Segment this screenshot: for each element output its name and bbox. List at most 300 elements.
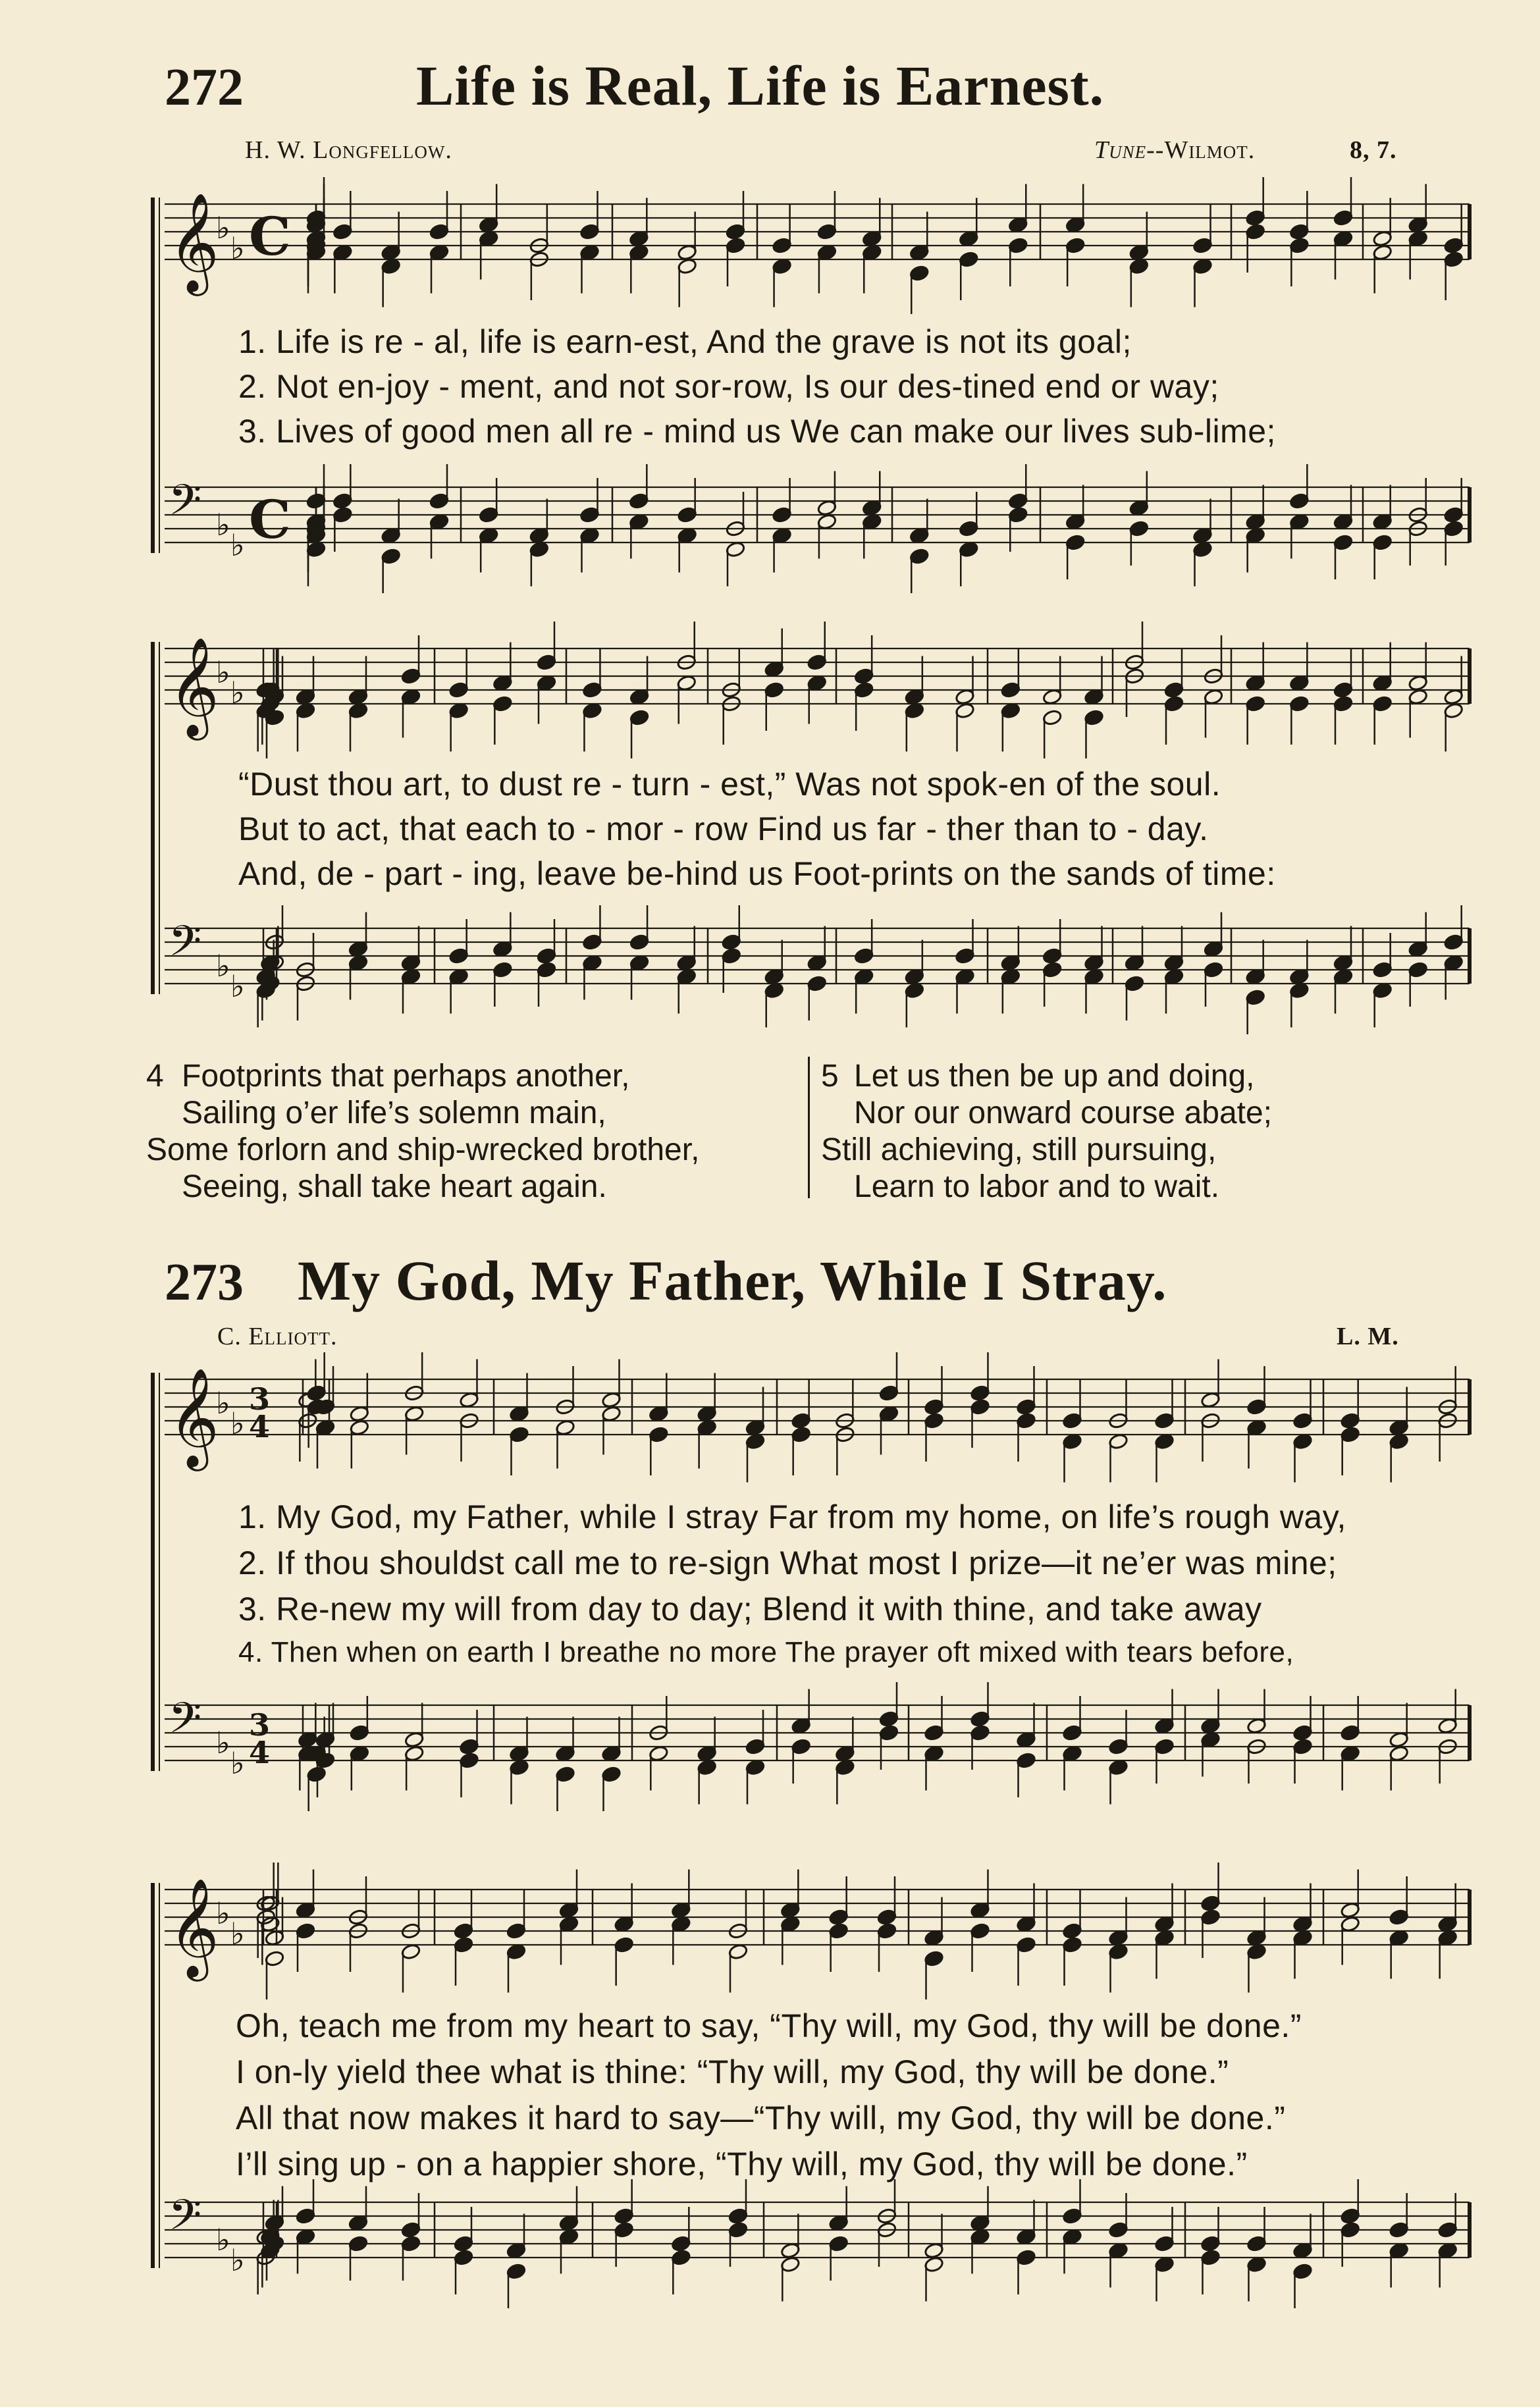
h272-s2-treble-note (1204, 689, 1224, 706)
h272-s2-bass-note (1084, 968, 1104, 986)
h273-s2-treble-note (780, 1902, 801, 1919)
h272-s2-treble-note (401, 668, 421, 685)
h273-s2-bass-note (970, 2229, 990, 2246)
h272-s1-bass-note (1065, 514, 1086, 531)
h272-s1-treble-note (817, 244, 837, 261)
h272-s1-treble-note (332, 244, 353, 261)
h273-s1-bass-note (306, 1766, 327, 1783)
h273-s1-treble-note (1062, 1412, 1082, 1429)
h272-s1-treble-note (862, 230, 882, 248)
h273-s2-treble-note (506, 1922, 527, 1940)
h273-s1-treble-note (697, 1419, 717, 1437)
h272-s1-bass-note (862, 514, 882, 531)
h273-s1-treble-note (924, 1412, 944, 1429)
h272-s2-bass-note (1408, 961, 1428, 978)
h272-s1-treble-note (579, 223, 600, 240)
h273-s2-treble-note (454, 1922, 474, 1940)
h272-s1-treble-note (479, 217, 499, 234)
hymn-272-meter: 8, 7. (1350, 136, 1397, 164)
h272-s1-treble-note (1192, 237, 1213, 254)
h272-s1-treble-note (726, 237, 746, 254)
h273-s2-bass-note (780, 2242, 801, 2260)
h272-s1-treble-note (1065, 237, 1086, 254)
h272-s1-treble-note (1245, 209, 1265, 226)
h273-s2-treble-note (265, 1930, 285, 1947)
h273-s2-bass-note (401, 2221, 421, 2238)
h272-s2-treble-note (401, 689, 421, 706)
h272-s1-treble-note (1443, 237, 1464, 254)
h273-s1-bass-note (791, 1738, 811, 1755)
h273-s1-treble-note (1292, 1433, 1313, 1450)
h273-s1-bass-note (879, 1710, 899, 1728)
h272-s2-treble-note (1372, 675, 1393, 692)
h273-s1-bass-note (555, 1745, 575, 1762)
h272-s2-treble-flat-icon: ♭ (230, 675, 245, 710)
h273-s1-bass-note (1340, 1724, 1360, 1741)
h272-s2-treble-note (854, 681, 874, 699)
h272-s2-treble-note (1084, 689, 1104, 706)
h273-s1-bass-note (745, 1738, 766, 1755)
h272-s2-bass-note (1443, 934, 1464, 951)
h273-s1-bass-note (697, 1759, 717, 1776)
h273-s2-treble-note (614, 1936, 634, 1953)
h272-s2-treble-note (807, 654, 827, 671)
h272-s1-treble-clef-icon: 𝄞 (169, 192, 219, 292)
h272-s1-bass-note (332, 492, 353, 510)
h273-s1-bass-note (1016, 1732, 1036, 1749)
hymn-273-s1-verse-4: 4. Then when on earth I breathe no more The prayer oft mixed with tears before, (238, 1636, 1294, 1668)
h273-s1-bass-note (404, 1732, 425, 1749)
h273-s2-bass-note (1108, 2221, 1128, 2238)
h273-s2-bass-note (348, 2235, 369, 2252)
h272-s2-bass-note (492, 941, 513, 958)
h272-s2-bass-note (1408, 941, 1428, 958)
h273-s2-bass-note (1200, 2235, 1221, 2252)
h272-s2-bass-note (629, 955, 650, 972)
h272-s1-treble-note (817, 223, 837, 240)
h273-s1-bass-note (835, 1745, 855, 1762)
h273-s1-bass-note (404, 1745, 425, 1762)
h272-s2-treble-note (537, 654, 557, 671)
h273-s2-bass-note (1200, 2249, 1221, 2266)
h273-s2-bass-flat-icon: ♭ (230, 2242, 245, 2278)
h273-s1-treble-note (404, 1406, 425, 1423)
h272-s2-bass-note (1372, 982, 1393, 999)
h272-s2-bass-note (537, 947, 557, 965)
h272-s1-bass-note (1065, 534, 1086, 551)
h272-s2-treble-clef-icon: 𝄞 (169, 636, 219, 736)
h272-s1-bass-note (726, 541, 746, 558)
h272-s1-bass-note (1245, 514, 1265, 531)
h272-s1-bass-note (529, 527, 550, 544)
h272-s1-treble-note (1192, 258, 1213, 275)
h273-s2-bass-note (401, 2235, 421, 2252)
h273-s2-bass-flat-icon: ♭ (216, 2222, 230, 2258)
hymn-272-s2-verse-2: But to act, that each to - mor - row Find us far - ther than to - day. (238, 810, 1209, 847)
verse-4-line-2: Sailing o’er life’s solemn main, (182, 1096, 606, 1130)
h273-s1-bass-note (745, 1759, 766, 1776)
h273-s1-treble-note (879, 1385, 899, 1402)
h273-s2-bass-note (506, 2263, 527, 2280)
h273-s2-treble-note (1154, 1930, 1175, 1947)
h272-s1-treble-note (332, 223, 353, 240)
h272-s1-treble-note (1129, 244, 1150, 261)
h272-s2-bass-note (537, 961, 557, 978)
h272-s1-bass-note (1443, 520, 1464, 537)
h273-s1-treble-note (745, 1433, 766, 1450)
h272-s1-bass-note (1372, 534, 1393, 551)
h272-s2-bass-note (854, 968, 874, 986)
h273-s2-treble-note (1200, 1909, 1221, 1926)
h272-s1-bass-note (1333, 514, 1354, 531)
h273-s1-treble-note (1108, 1433, 1128, 1450)
h273-s2-treble-note (614, 1916, 634, 1933)
h273-s1-bass-note (298, 1732, 318, 1749)
h272-s1-bass-note (1443, 506, 1464, 523)
h273-s2-bass-note (1246, 2235, 1267, 2252)
h272-s2-treble-note (348, 702, 369, 720)
h273-s2-treble-note (877, 1922, 897, 1940)
h272-s1-bass-note (579, 527, 600, 544)
h272-s2-bass-note (401, 968, 421, 986)
h273-s2-bass-note (559, 2229, 579, 2246)
h272-s1-bass-note (1192, 527, 1213, 544)
h272-s1-treble-note (579, 244, 600, 261)
h272-s2-bass-note (1042, 947, 1063, 965)
h272-s1-treble-note (959, 251, 979, 268)
h272-s2-bass-note (1245, 968, 1265, 986)
h272-s1-bass-flat-icon: ♭ (230, 527, 245, 563)
h273-s1-treble-note (1246, 1398, 1267, 1415)
h272-s1-treble-note (1443, 251, 1464, 268)
h272-s1-bass-note (862, 500, 882, 517)
h273-s1-treble-note (555, 1419, 575, 1437)
h273-s1-bass-note (315, 1732, 336, 1749)
h273-s2-treble-note (1200, 1895, 1221, 1912)
h272-s1-bass-time-icon: C (249, 489, 291, 550)
h273-s1-treble-note (924, 1398, 944, 1415)
h273-s2-bass-note (506, 2242, 527, 2260)
h272-s2-bass-note (1084, 955, 1104, 972)
h273-s2-treble-note (296, 1922, 316, 1940)
h273-s2-bass-note (1062, 2229, 1082, 2246)
h272-s2-treble-note (629, 689, 650, 706)
h272-s1-treble-note (1289, 223, 1310, 240)
h273-s1-treble-note (350, 1419, 370, 1437)
h273-s1-treble-note (1340, 1412, 1360, 1429)
h272-s1-treble-note (429, 223, 450, 240)
h273-s2-bass-note (1389, 2242, 1409, 2260)
h272-s2-bass-note (448, 947, 469, 965)
h272-s2-bass-note (1042, 961, 1063, 978)
h273-s2-treble-note (1154, 1916, 1175, 1933)
h273-s2-bass-note (296, 2208, 316, 2225)
h272-s2-bass-note (721, 947, 741, 965)
h273-s2-bass-note (1437, 2221, 1458, 2238)
hymn-272-title: Life is Real, Life is Earnest. (416, 54, 1105, 117)
verse-4-line-4: Seeing, shall take heart again. (182, 1169, 607, 1204)
h272-s1-bass-note (429, 492, 450, 510)
h272-s2-treble-note (448, 681, 469, 699)
verse-4-number: 4 (146, 1059, 164, 1094)
h273-s1-bass-note (1437, 1718, 1458, 1735)
h272-s2-treble-note (905, 702, 925, 720)
hymn-273-number: 273 (165, 1254, 244, 1311)
h272-s1-bass-note (1129, 500, 1150, 517)
hymn-273-s2-verse-3: All that now makes it hard to say—“Thy will, my God, thy will be done.” (236, 2100, 1286, 2136)
h272-s2-bass-note (348, 955, 369, 972)
h273-s2-treble-note (1340, 1902, 1360, 1919)
h273-s2-bass-note (1016, 2249, 1036, 2266)
h273-s2-treble-note (1246, 1944, 1267, 1961)
h272-s1-bass-note (381, 527, 401, 544)
h273-s1-bass-note (1154, 1738, 1175, 1755)
h272-s1-treble-note (1408, 230, 1428, 248)
h272-s2-treble-note (1408, 675, 1428, 692)
h272-s1-bass-note (332, 506, 353, 523)
hymn-272-author: H. W. Longfellow. (245, 136, 452, 164)
h273-s1-bass-note (459, 1738, 479, 1755)
h272-s2-bass-note (676, 955, 697, 972)
h272-s2-treble-note (1042, 709, 1063, 726)
h272-s1-treble-note (1008, 217, 1028, 234)
h272-s2-bass-note (1204, 941, 1224, 958)
h272-s1-treble-note (1333, 230, 1354, 248)
verse-5-line-3: Still achieving, still pursuing, (821, 1132, 1217, 1167)
h273-s1-bass-note (924, 1724, 944, 1741)
h272-s2-treble-note (764, 681, 784, 699)
h273-s1-treble-note (1016, 1398, 1036, 1415)
h272-s2-bass-note (448, 968, 469, 986)
h273-s2-treble-note (671, 1902, 691, 1919)
h273-s2-treble-note (401, 1944, 421, 1961)
h273-s2-bass-note (1340, 2208, 1360, 2225)
h272-s2-bass-note (764, 968, 784, 986)
h273-s2-bass-note (924, 2256, 944, 2273)
h272-s2-treble-note (1245, 695, 1265, 712)
h273-s1-bass-note (1292, 1738, 1313, 1755)
h273-s2-treble-note (1062, 1936, 1082, 1953)
h272-s1-treble-note (1245, 223, 1265, 240)
h273-s2-treble-flat-icon: ♭ (230, 1916, 245, 1951)
h273-s2-treble-note (1292, 1930, 1313, 1947)
h272-s2-bass-note (1164, 968, 1184, 986)
h273-s1-treble-note (970, 1385, 990, 1402)
h273-s1-treble-note (1292, 1412, 1313, 1429)
h272-s1-treble-note (1333, 209, 1354, 226)
h273-s1-bass-note (509, 1745, 529, 1762)
h273-s2-treble-note (1292, 1916, 1313, 1933)
h273-s1-bass-time-top: 3 (249, 1707, 271, 1743)
h273-s1-bass-note (1340, 1745, 1360, 1762)
h272-s2-treble-note (1408, 689, 1428, 706)
h273-s2-treble-note (1062, 1922, 1082, 1940)
h273-s2-treble-note (728, 1944, 749, 1961)
h273-s1-bass-note (1389, 1745, 1409, 1762)
h273-s2-bass-note (828, 2215, 849, 2232)
h273-s2-bass-note (924, 2242, 944, 2260)
hymn-272-number: 272 (165, 59, 244, 117)
h272-s2-treble-note (854, 668, 874, 685)
h273-s2-bass-note (1154, 2256, 1175, 2273)
h272-s1-bass-note (306, 541, 327, 558)
h272-s2-bass-note (1443, 955, 1464, 972)
verse-4-line-3: Some forlorn and ship-wrecked brother, (146, 1132, 700, 1167)
h272-s1-treble-note (677, 244, 697, 261)
hymn-273-s1-verse-1: 1. My God, my Father, while I stray Far from my home, on life’s rough way, (238, 1498, 1346, 1535)
h273-s1-bass-note (649, 1745, 669, 1762)
h273-s2-bass-note (1154, 2235, 1175, 2252)
h273-s1-bass-note (1016, 1752, 1036, 1769)
h272-s1-bass-note (1245, 527, 1265, 544)
hymn-272-s2-verse-1: “Dust thou art, to dust re - turn - est,” Was not spok-en of the soul. (238, 766, 1221, 803)
h273-s2-treble-note (1108, 1930, 1128, 1947)
h272-s1-bass-note (529, 541, 550, 558)
h273-s2-bass-note (970, 2215, 990, 2232)
h272-s1-bass-clef-icon: 𝄢 (169, 476, 202, 535)
h273-s2-treble-note (1016, 1936, 1036, 1953)
h273-s1-treble-note (1340, 1426, 1360, 1443)
h272-s2-bass-note (1001, 968, 1021, 986)
h272-s2-bass-note (1289, 968, 1310, 986)
h273-s2-bass-note (828, 2235, 849, 2252)
h273-s1-treble-note (649, 1426, 669, 1443)
h273-s1-bass-note (1062, 1745, 1082, 1762)
hymn-273-title: My God, My Father, While I Stray. (298, 1249, 1167, 1312)
h273-s1-treble-note (1062, 1433, 1082, 1450)
h272-s1-bass-note (959, 520, 979, 537)
h272-s1-bass-note (479, 527, 499, 544)
h273-s1-treble-clef-icon: 𝄞 (169, 1367, 219, 1467)
h272-s2-treble-note (296, 689, 316, 706)
h273-s2-bass-note (614, 2221, 634, 2238)
h272-s2-treble-flat-icon: ♭ (216, 654, 230, 690)
h272-s1-bass-note (677, 506, 697, 523)
h272-s1-treble-note (677, 258, 697, 275)
h272-s2-bass-note (1164, 955, 1184, 972)
h273-s2-bass-clef-icon: 𝄢 (169, 2191, 202, 2250)
h272-s2-bass-note (1333, 955, 1354, 972)
h272-s2-bass-note (676, 968, 697, 986)
hymn-273-meter: L. M. (1337, 1323, 1399, 1350)
h273-s2-bass-note (1292, 2263, 1313, 2280)
h273-s2-treble-note (296, 1902, 316, 1919)
h273-s1-bass-note (1246, 1718, 1267, 1735)
h273-s1-treble-note (1200, 1392, 1221, 1409)
h273-s2-treble-note (1389, 1930, 1409, 1947)
h272-s2-bass-note (1204, 961, 1224, 978)
h273-s2-bass-note (1389, 2221, 1409, 2238)
h273-s2-bass-note (265, 2215, 285, 2232)
h273-s1-bass-note (555, 1766, 575, 1783)
h272-s2-bass-note (905, 968, 925, 986)
h272-s1-treble-note (909, 265, 930, 282)
h272-s2-bass-clef-icon: 𝄢 (169, 917, 202, 976)
h273-s2-bass-note (780, 2256, 801, 2273)
h273-s1-treble-note (1389, 1433, 1409, 1450)
hymn-273-s2-verse-2: I on-ly yield thee what is thine: “Thy will, my God, thy will be done.” (236, 2053, 1229, 2090)
h272-s1-bass-flat-icon: ♭ (216, 507, 230, 542)
h273-s2-treble-clef-icon: 𝄞 (169, 1877, 219, 1977)
h272-s2-treble-note (448, 702, 469, 720)
h273-s2-treble-note (454, 1936, 474, 1953)
verse-5-number: 5 (821, 1059, 839, 1094)
h273-s2-bass-note (454, 2249, 474, 2266)
h273-s1-treble-note (1154, 1433, 1175, 1450)
h273-s1-treble-note (745, 1419, 766, 1437)
h272-s1-bass-note (1333, 534, 1354, 551)
h272-s1-bass-note (772, 506, 792, 523)
h272-s2-bass-note (629, 934, 650, 951)
hymn-272-s1-verse-3: 3. Lives of good men all re - mind us We can make our lives sub-lime; (238, 413, 1276, 450)
h273-s1-bass-note (924, 1745, 944, 1762)
h272-s2-treble-note (764, 661, 784, 678)
h273-s1-bass-note (970, 1710, 990, 1728)
h272-s1-treble-note (1008, 237, 1028, 254)
h273-s2-bass-note (614, 2208, 634, 2225)
h272-s1-bass-note (1008, 506, 1028, 523)
h272-s2-bass-note (955, 968, 975, 986)
h273-s1-bass-note (350, 1745, 370, 1762)
h272-s2-bass-note (1372, 961, 1393, 978)
h272-s1-treble-note (1372, 244, 1393, 261)
h272-s2-bass-note (1245, 989, 1265, 1006)
h272-s1-bass-note (959, 541, 979, 558)
h273-s2-treble-flat-icon: ♭ (216, 1895, 230, 1931)
hymn-273-author: C. Elliott. (217, 1323, 338, 1350)
h273-s2-bass-note (296, 2229, 316, 2246)
h273-s2-treble-note (506, 1944, 527, 1961)
h273-s1-treble-flat-icon: ♭ (216, 1385, 230, 1421)
h273-s1-treble-note (791, 1426, 811, 1443)
h273-s2-treble-note (1389, 1909, 1409, 1926)
h272-s1-treble-flat-icon: ♭ (230, 230, 245, 266)
h273-s2-treble-note (924, 1950, 944, 1967)
h272-s1-bass-note (479, 506, 499, 523)
h272-s2-treble-note (1164, 695, 1184, 712)
h273-s1-bass-clef-icon: 𝄢 (169, 1694, 202, 1753)
h273-s1-bass-note (970, 1724, 990, 1741)
h272-s1-treble-note (479, 230, 499, 248)
h272-s1-bass-note (1129, 520, 1150, 537)
h273-s1-bass-note (1062, 1724, 1082, 1741)
h273-s1-bass-note (459, 1752, 479, 1769)
h272-s2-treble-note (807, 675, 827, 692)
h273-s1-bass-note (835, 1759, 855, 1776)
h273-s1-treble-note (1389, 1419, 1409, 1437)
h273-s1-treble-note (509, 1426, 529, 1443)
h272-s1-treble-note (1408, 217, 1428, 234)
h273-s2-treble-note (1340, 1916, 1360, 1933)
h273-s1-bass-note (1200, 1718, 1221, 1735)
h273-s1-bass-note (601, 1745, 622, 1762)
hymn-272-s1-verse-2: 2. Not en-joy - ment, and not sor-row, Is our des-tined end or way; (238, 368, 1219, 405)
h272-s2-treble-note (1245, 675, 1265, 692)
h272-s2-treble-note (582, 681, 602, 699)
h273-s1-treble-note (306, 1385, 327, 1402)
h272-s2-bass-note (721, 934, 741, 951)
h272-s2-treble-note (1289, 695, 1310, 712)
h273-s1-bass-note (1389, 1732, 1409, 1749)
h272-s1-bass-note (629, 492, 649, 510)
h273-s1-bass-note (1108, 1759, 1128, 1776)
h272-s1-bass-note (1289, 492, 1310, 510)
h272-s2-bass-note (348, 941, 369, 958)
verse-5-line-2: Nor our onward course abate; (854, 1096, 1273, 1130)
h272-s1-treble-note (909, 244, 930, 261)
h273-s2-treble-note (1246, 1930, 1267, 1947)
h273-s1-bass-note (350, 1724, 370, 1741)
